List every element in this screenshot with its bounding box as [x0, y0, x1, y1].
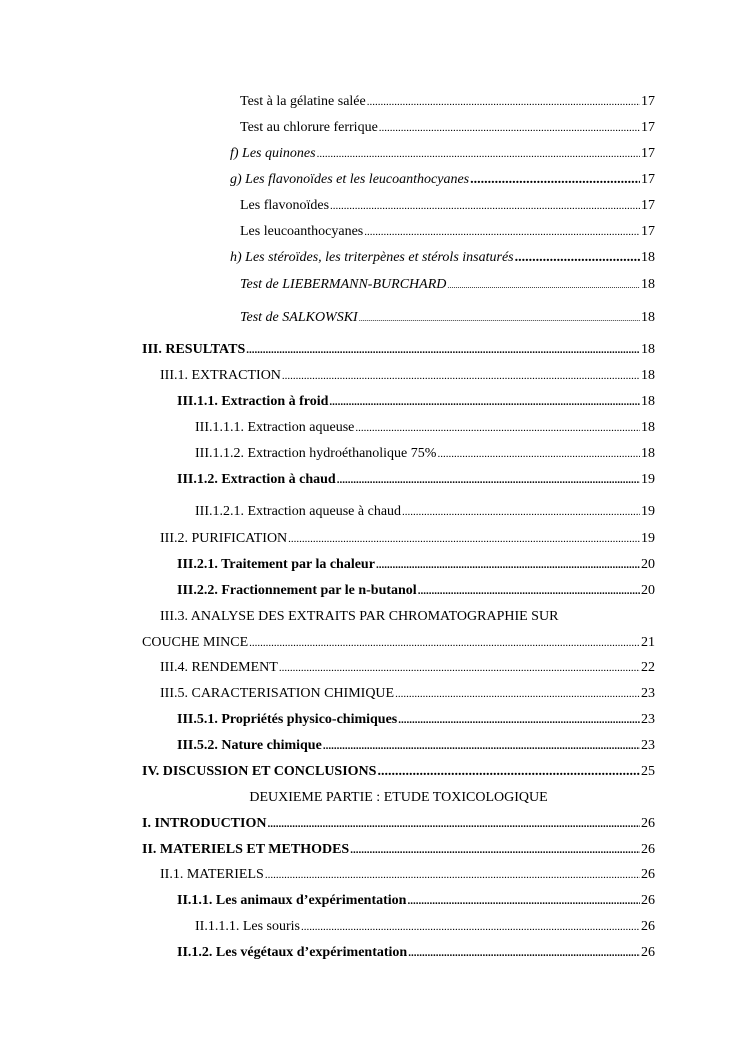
- toc-page-number: 21: [641, 635, 655, 650]
- toc-entry-materiels[interactable]: [160, 866, 655, 884]
- toc-entry-title: III.5.1. Propriétés physico-chimiques: [177, 712, 398, 727]
- toc-entry-nature-chimique[interactable]: [177, 737, 655, 755]
- toc-entry-salkowski[interactable]: [240, 309, 655, 328]
- dot-leader: [359, 309, 640, 328]
- toc-page-number: 22: [641, 660, 655, 675]
- dot-leader: [379, 119, 640, 137]
- toc-page-number: 17: [641, 172, 655, 187]
- toc-page-number: 18: [641, 420, 655, 435]
- toc-page-number: 20: [641, 557, 655, 572]
- toc-page-number: 26: [641, 816, 655, 831]
- toc-entry-title: I. INTRODUCTION: [142, 816, 267, 831]
- dot-leader: [408, 944, 640, 962]
- toc-page-number: 17: [641, 94, 655, 109]
- toc-entry-title: II.1.2. Les végétaux d’expérimentation: [177, 945, 408, 960]
- dot-leader: [279, 659, 640, 677]
- toc-entry-title: III.1.1. Extraction à froid: [177, 394, 329, 409]
- dot-leader: [267, 815, 640, 833]
- toc-entry-extraction-chaud[interactable]: [177, 471, 655, 489]
- toc-entry-title: III.1.2. Extraction à chaud: [177, 472, 336, 487]
- toc-entry-extraction[interactable]: [160, 367, 655, 385]
- dot-leader: [330, 197, 640, 215]
- toc-entry-title: Test de LIEBERMANN-BURCHARD: [240, 277, 447, 292]
- toc-entry-introduction[interactable]: [142, 815, 655, 833]
- toc-entry-extraction-hydroethanolique[interactable]: [195, 445, 655, 463]
- toc-page-number: 25: [641, 764, 655, 779]
- toc-entry-title: g) Les flavonoïdes et les leucoanthocyanes: [230, 172, 470, 187]
- toc-page-number: 18: [641, 446, 655, 461]
- toc-entry-title: III.2.2. Fractionnement par le n-butanol: [177, 583, 417, 598]
- toc-page-number: 17: [641, 120, 655, 135]
- dot-leader: [282, 367, 640, 385]
- toc-page-number: 19: [641, 531, 655, 546]
- toc-entry-steroids[interactable]: [230, 249, 655, 267]
- dot-leader: [355, 419, 640, 437]
- toc-entry-title: II.1. MATERIELS: [160, 867, 264, 882]
- toc-entry-leucoanthocyanes[interactable]: [240, 223, 655, 241]
- dot-leader: [407, 892, 640, 910]
- toc-entry-purification[interactable]: [160, 530, 655, 548]
- toc-page-number: 19: [641, 472, 655, 487]
- toc-entry-resultats[interactable]: [142, 341, 655, 359]
- toc-page-number: 26: [641, 893, 655, 908]
- dot-leader: [288, 530, 640, 548]
- toc-entry-title: Test de SALKOWSKI: [240, 310, 358, 325]
- toc-entry-fractionnement-butanol[interactable]: [177, 582, 655, 600]
- toc-entry-title: II.1.1. Les animaux d’expérimentation: [177, 893, 407, 908]
- dot-leader: [418, 582, 640, 600]
- dot-leader: [301, 918, 640, 936]
- toc-entry-title: Test au chlorure ferrique: [240, 120, 378, 135]
- dot-leader: [367, 93, 640, 111]
- toc-entry-title: III.5.2. Nature chimique: [177, 738, 322, 753]
- toc-page-number: 17: [641, 224, 655, 239]
- dot-leader: [246, 341, 640, 359]
- toc-entry-title: III.1.1.1. Extraction aqueuse: [195, 420, 355, 435]
- toc-entry-title: III.4. RENDEMENT: [160, 660, 278, 675]
- toc-entry-proprietes-physico-chimiques[interactable]: [177, 711, 655, 729]
- toc-entry-liebermann-burchard[interactable]: [240, 276, 655, 295]
- toc-entry-caracterisation-chimique[interactable]: [160, 685, 655, 703]
- toc-entry-vegetaux-experimentation[interactable]: [177, 944, 655, 962]
- toc-entry-title: f) Les quinones: [230, 146, 316, 161]
- toc-entry-extraction-aqueuse-chaud[interactable]: [195, 503, 655, 521]
- toc-entry-title: III. RESULTATS: [142, 342, 246, 357]
- toc-entry-title: III.1.1.2. Extraction hydroéthanolique 75%: [195, 446, 437, 461]
- dot-leader: [447, 276, 640, 295]
- dot-leader: [249, 634, 640, 652]
- toc-page-number: 23: [641, 712, 655, 727]
- dot-leader: [337, 471, 640, 489]
- dot-leader: [317, 145, 640, 163]
- dot-leader: [376, 556, 640, 574]
- toc-page-number: 26: [641, 919, 655, 934]
- toc-entry-rendement[interactable]: [160, 659, 655, 677]
- toc-page-number: 18: [641, 250, 655, 265]
- toc-page-number: 20: [641, 583, 655, 598]
- toc-page-number: 18: [641, 394, 655, 409]
- toc-entry-discussion-conclusions[interactable]: [142, 763, 655, 781]
- dot-leader: [398, 711, 640, 729]
- dot-leader: [402, 503, 640, 521]
- dot-leader: [323, 737, 640, 755]
- dot-leader: [377, 763, 640, 781]
- toc-page-number: 18: [641, 342, 655, 357]
- toc-entry-flavonoids[interactable]: [240, 197, 655, 215]
- part-heading: DEUXIEME PARTIE : ETUDE TOXICOLOGIQUE: [249, 790, 548, 805]
- toc-entry-title: III.2.1. Traitement par la chaleur: [177, 557, 375, 572]
- toc-page-number: 26: [641, 867, 655, 882]
- dot-leader: [395, 685, 640, 703]
- toc-entry-title: IV. DISCUSSION ET CONCLUSIONS: [142, 764, 377, 779]
- toc-entry-title: III.2. PURIFICATION: [160, 531, 288, 546]
- dot-leader: [470, 171, 640, 189]
- dot-leader: [265, 866, 640, 884]
- toc-page-number: 17: [641, 146, 655, 161]
- toc-entry-extraction-aqueuse[interactable]: [195, 419, 655, 437]
- toc-entry-gelatine-test[interactable]: [240, 93, 655, 111]
- toc-entry-ferric-chloride-test[interactable]: [240, 119, 655, 137]
- dot-leader: [437, 445, 640, 463]
- dot-leader: [350, 841, 640, 859]
- dot-leader: [364, 223, 640, 241]
- toc-page-number: 26: [641, 945, 655, 960]
- toc-entry-title: Test à la gélatine salée: [240, 94, 366, 109]
- toc-entry-souris[interactable]: [195, 918, 655, 936]
- toc-entry-title: III.1.2.1. Extraction aqueuse à chaud: [195, 504, 402, 519]
- toc-entry-title: III.1. EXTRACTION: [160, 368, 281, 383]
- toc-entry-title: Les flavonoïdes: [240, 198, 330, 213]
- toc-page-number: 26: [641, 842, 655, 857]
- toc-entry-quinones[interactable]: [230, 145, 655, 163]
- toc-entry-couche-mince[interactable]: [142, 634, 655, 652]
- toc-page-number: 18: [641, 368, 655, 383]
- toc-entry-title: II.1.1.1. Les souris: [195, 919, 300, 934]
- toc-entry-title: III.5. CARACTERISATION CHIMIQUE: [160, 686, 395, 701]
- dot-leader: [515, 249, 640, 267]
- toc-entry-title: Les leucoanthocyanes: [240, 224, 364, 239]
- toc-entry-animaux-experimentation[interactable]: [177, 892, 655, 910]
- toc-entry-chromatographie-line1[interactable]: III.3. ANALYSE DES EXTRAITS PAR CHROMATOGRAPHIE SUR: [160, 609, 559, 624]
- toc-entry-flavonoids-leucoanthocyanes[interactable]: [230, 171, 655, 189]
- toc-page-number: 18: [641, 310, 655, 325]
- toc-entry-traitement-chaleur[interactable]: [177, 556, 655, 574]
- toc-entry-extraction-froid[interactable]: [177, 393, 655, 411]
- toc-entry-title: II. MATERIELS ET METHODES: [142, 842, 350, 857]
- toc-page-number: 23: [641, 738, 655, 753]
- toc-page-number: 17: [641, 198, 655, 213]
- toc-page-number: 23: [641, 686, 655, 701]
- toc-entry-title: h) Les stéroïdes, les triterpènes et stérols insaturés: [230, 250, 514, 265]
- toc-entry-title: COUCHE MINCE: [142, 635, 249, 650]
- toc-page-number: 19: [641, 504, 655, 519]
- toc-page-number: 18: [641, 277, 655, 292]
- toc-entry-materiels-methodes[interactable]: [142, 841, 655, 859]
- dot-leader: [329, 393, 640, 411]
